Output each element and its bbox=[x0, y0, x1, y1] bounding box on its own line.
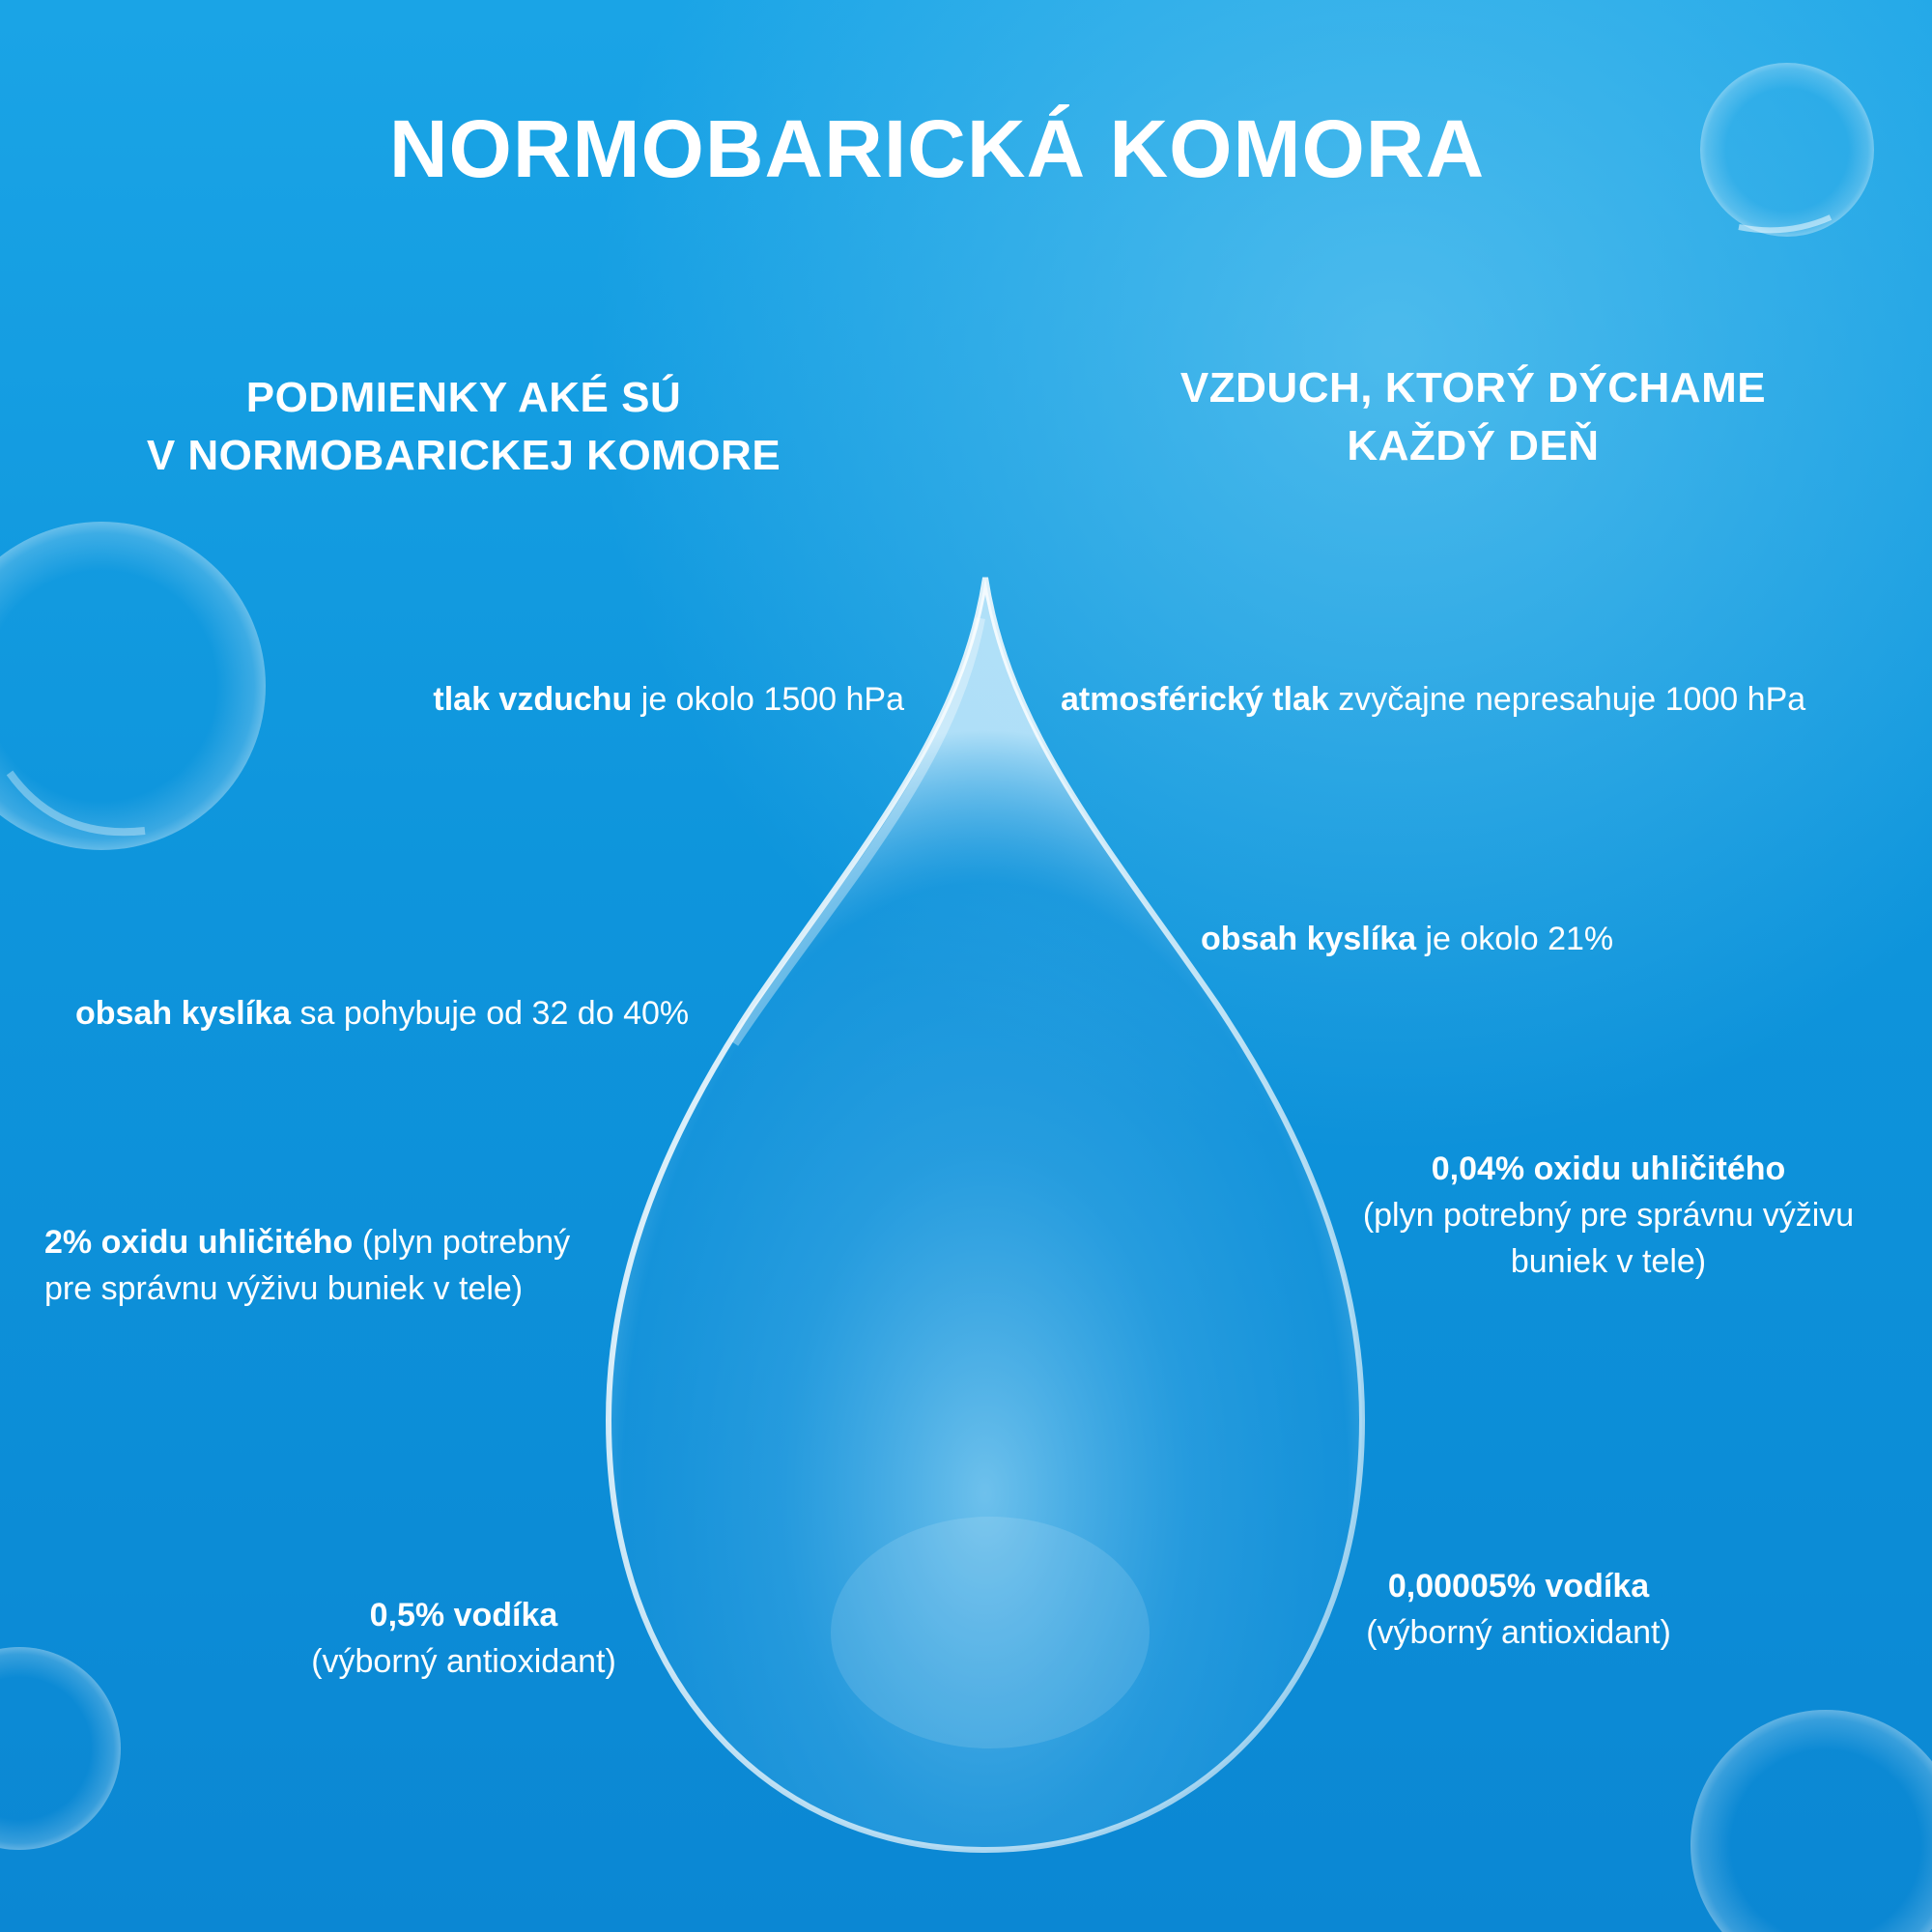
bubble-icon bbox=[0, 1647, 121, 1850]
bubble-icon bbox=[1690, 1710, 1932, 1932]
left-fact-oxygen bbox=[75, 990, 689, 1037]
right-heading-line-1: VZDUCH, KTORÝ DÝCHAME bbox=[1179, 364, 1767, 412]
left-fact-pressure-bold: tlak vzduchu bbox=[433, 681, 633, 718]
right-fact-pressure-text: zvyčajne nepresahuje 1000 hPa bbox=[1328, 681, 1806, 718]
left-fact-co2 bbox=[44, 1219, 570, 1312]
right-fact-oxygen-bold: obsah kyslíka bbox=[1201, 921, 1417, 957]
left-fact-co2-text: (plyn potrebný bbox=[353, 1224, 571, 1261]
right-fact-hydrogen-line-2: (výborný antioxidant) bbox=[1366, 1614, 1671, 1651]
right-column-heading bbox=[1121, 359, 1826, 475]
right-fact-hydrogen-bold: 0,00005% vodíka bbox=[1387, 1568, 1650, 1605]
right-fact-co2-line-3: buniek v tele) bbox=[1510, 1243, 1707, 1280]
left-fact-hydrogen-bold: 0,5% vodíka bbox=[369, 1597, 558, 1634]
right-fact-co2 bbox=[1314, 1146, 1903, 1285]
right-fact-co2-bold: 0,04% oxidu uhličitého bbox=[1431, 1151, 1786, 1187]
left-fact-hydrogen-line-2: (výborný antioxidant) bbox=[311, 1643, 616, 1680]
left-fact-co2-line-2: pre správnu výživu buniek v tele) bbox=[44, 1270, 524, 1307]
left-fact-oxygen-text: sa pohybuje od 32 do 40% bbox=[291, 995, 690, 1032]
left-heading-line-1: PODMIENKY AKÉ SÚ bbox=[245, 374, 682, 421]
left-fact-pressure bbox=[290, 676, 904, 723]
right-fact-pressure-bold: atmosférický tlak bbox=[1061, 681, 1329, 718]
left-fact-co2-bold: 2% oxidu uhličitého bbox=[44, 1224, 354, 1261]
left-column-heading bbox=[116, 369, 811, 485]
left-fact-oxygen-bold: obsah kyslíka bbox=[75, 995, 292, 1032]
right-fact-pressure bbox=[1061, 676, 1805, 723]
right-fact-oxygen-text: je okolo 21% bbox=[1416, 921, 1614, 957]
left-fact-hydrogen bbox=[270, 1592, 657, 1685]
right-fact-oxygen bbox=[1201, 916, 1613, 962]
bubble-icon bbox=[0, 522, 266, 850]
right-heading-line-2: KAŽDÝ DEŇ bbox=[1347, 422, 1600, 469]
right-fact-co2-line-2: (plyn potrebný pre správnu výživu bbox=[1362, 1197, 1855, 1234]
left-fact-pressure-text: je okolo 1500 hPa bbox=[632, 681, 904, 718]
water-drop-icon bbox=[609, 578, 1362, 1850]
right-fact-hydrogen bbox=[1325, 1563, 1712, 1656]
page-title: NORMOBARICKÁ KOMORA bbox=[388, 103, 1486, 194]
left-heading-line-2: V NORMOBARICKEJ KOMORE bbox=[146, 432, 781, 479]
